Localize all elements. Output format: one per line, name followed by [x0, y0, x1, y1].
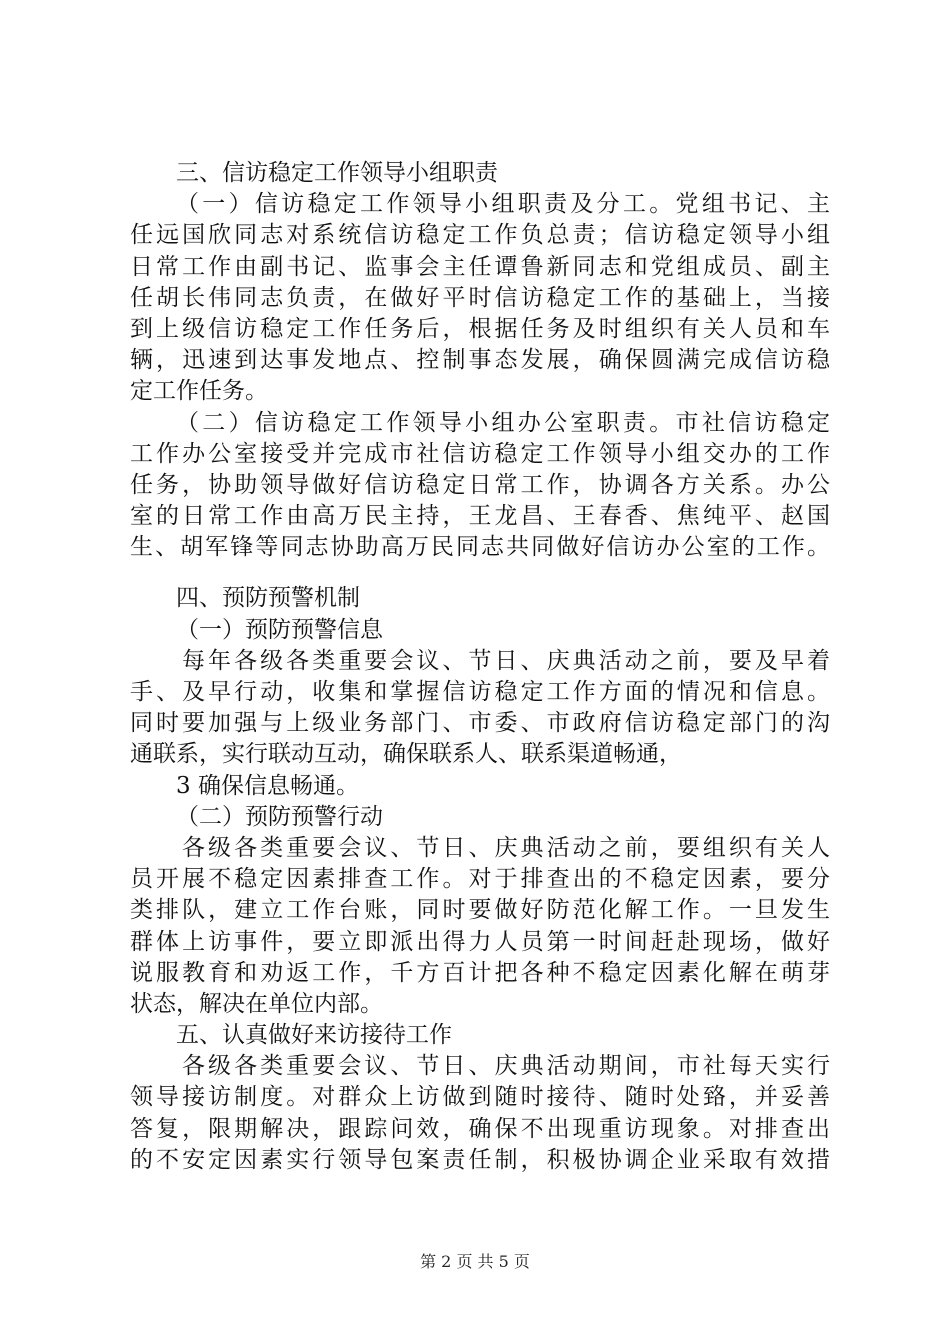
paragraph-line: 任远国欣同志对系统信访稳定工作负总责；信访稳定领导小组 — [130, 222, 830, 249]
paragraph-line: 各级各类重要会议、节日、庆典活动期间，市社每天实行 — [182, 1053, 830, 1080]
paragraph-line: 每年各级各类重要会议、节日、庆典活动之前，要及早着 — [182, 647, 830, 674]
paragraph-line: 手、及早行动，收集和掌握信访稳定工作方面的情况和信息。 — [130, 679, 830, 705]
paragraph-line: 任胡长伟同志负责，在做好平时信访稳定工作的基础上，当接 — [130, 284, 830, 311]
subsection-heading: （一）预防预警信息 — [176, 616, 383, 643]
paragraph-line: 定工作任务。 — [130, 378, 268, 405]
section-heading: 四、预防预警机制 — [176, 585, 360, 612]
section-heading: 三、信访稳定工作领导小组职责 — [176, 160, 498, 186]
paragraph-line: 3 确保信息畅通。 — [176, 772, 359, 799]
paragraph-line: 说服教育和劝返工作，千方百计把各种不稳定因素化解在萌芽 — [130, 959, 830, 986]
paragraph-line: （二）信访稳定工作领导小组办公室职责。市社信访稳定 — [176, 409, 830, 436]
page-number-footer: 第 2 页 共 5 页 — [420, 1252, 530, 1271]
paragraph-line: 到上级信访稳定工作任务后，根据任务及时组织有关人员和车 — [130, 315, 830, 342]
paragraph-line: 辆，迅速到达事发地点、控制事态发展，确保圆满完成信访稳 — [130, 347, 830, 374]
document-body — [130, 158, 830, 1176]
paragraph-line: （一）信访稳定工作领导小组职责及分工。党组书记、主 — [176, 191, 830, 218]
paragraph-line: 的不安定因素实行领导包案责任制，积极协调企业采取有效措 — [130, 1146, 830, 1173]
section-heading: 五、认真做好来访接待工作 — [176, 1022, 452, 1049]
paragraph-line: 日常工作由副书记、监事会主任谭鲁新同志和党组成员、副主 — [130, 253, 830, 280]
paragraph-line: 任务，协助领导做好信访稳定日常工作，协调各方关系。办公 — [130, 471, 830, 498]
paragraph-line: 类排队，建立工作台账，同时要做好防范化解工作。一旦发生 — [130, 897, 830, 924]
paragraph-line: 员开展不稳定因素排查工作。对于排查出的不稳定因素，要分 — [130, 866, 830, 893]
paragraph-line: 工作办公室接受并完成市社信访稳定工作领导小组交办的工作 — [130, 440, 830, 467]
paragraph-line: 生、胡军锋等同志协助高万民同志共同做好信访办公室的工作。 — [130, 534, 830, 561]
paragraph-line: 领导接访制度。对群众上访做到随时接待、随时处臵，并妥善 — [130, 1084, 830, 1111]
paragraph-line: 答复，限期解决，跟踪问效，确保不出现重访现象。对排查出 — [130, 1115, 830, 1142]
paragraph-line: 通联系，实行联动互动，确保联系人、联系渠道畅通， — [130, 741, 682, 768]
paragraph-gap — [130, 563, 830, 583]
paragraph-line: 状态，解决在单位内部。 — [130, 990, 383, 1017]
paragraph-line: 室的日常工作由高万民主持，王龙昌、王春香、焦纯平、赵国 — [130, 503, 830, 530]
subsection-heading: （二）预防预警行动 — [176, 803, 383, 830]
paragraph-line: 同时要加强与上级业务部门、市委、市政府信访稳定部门的沟 — [130, 710, 830, 737]
paragraph-line: 群体上访事件，要立即派出得力人员第一时间赶赴现场，做好 — [130, 928, 830, 955]
paragraph-line: 各级各类重要会议、节日、庆典活动之前，要组织有关人 — [182, 834, 830, 861]
